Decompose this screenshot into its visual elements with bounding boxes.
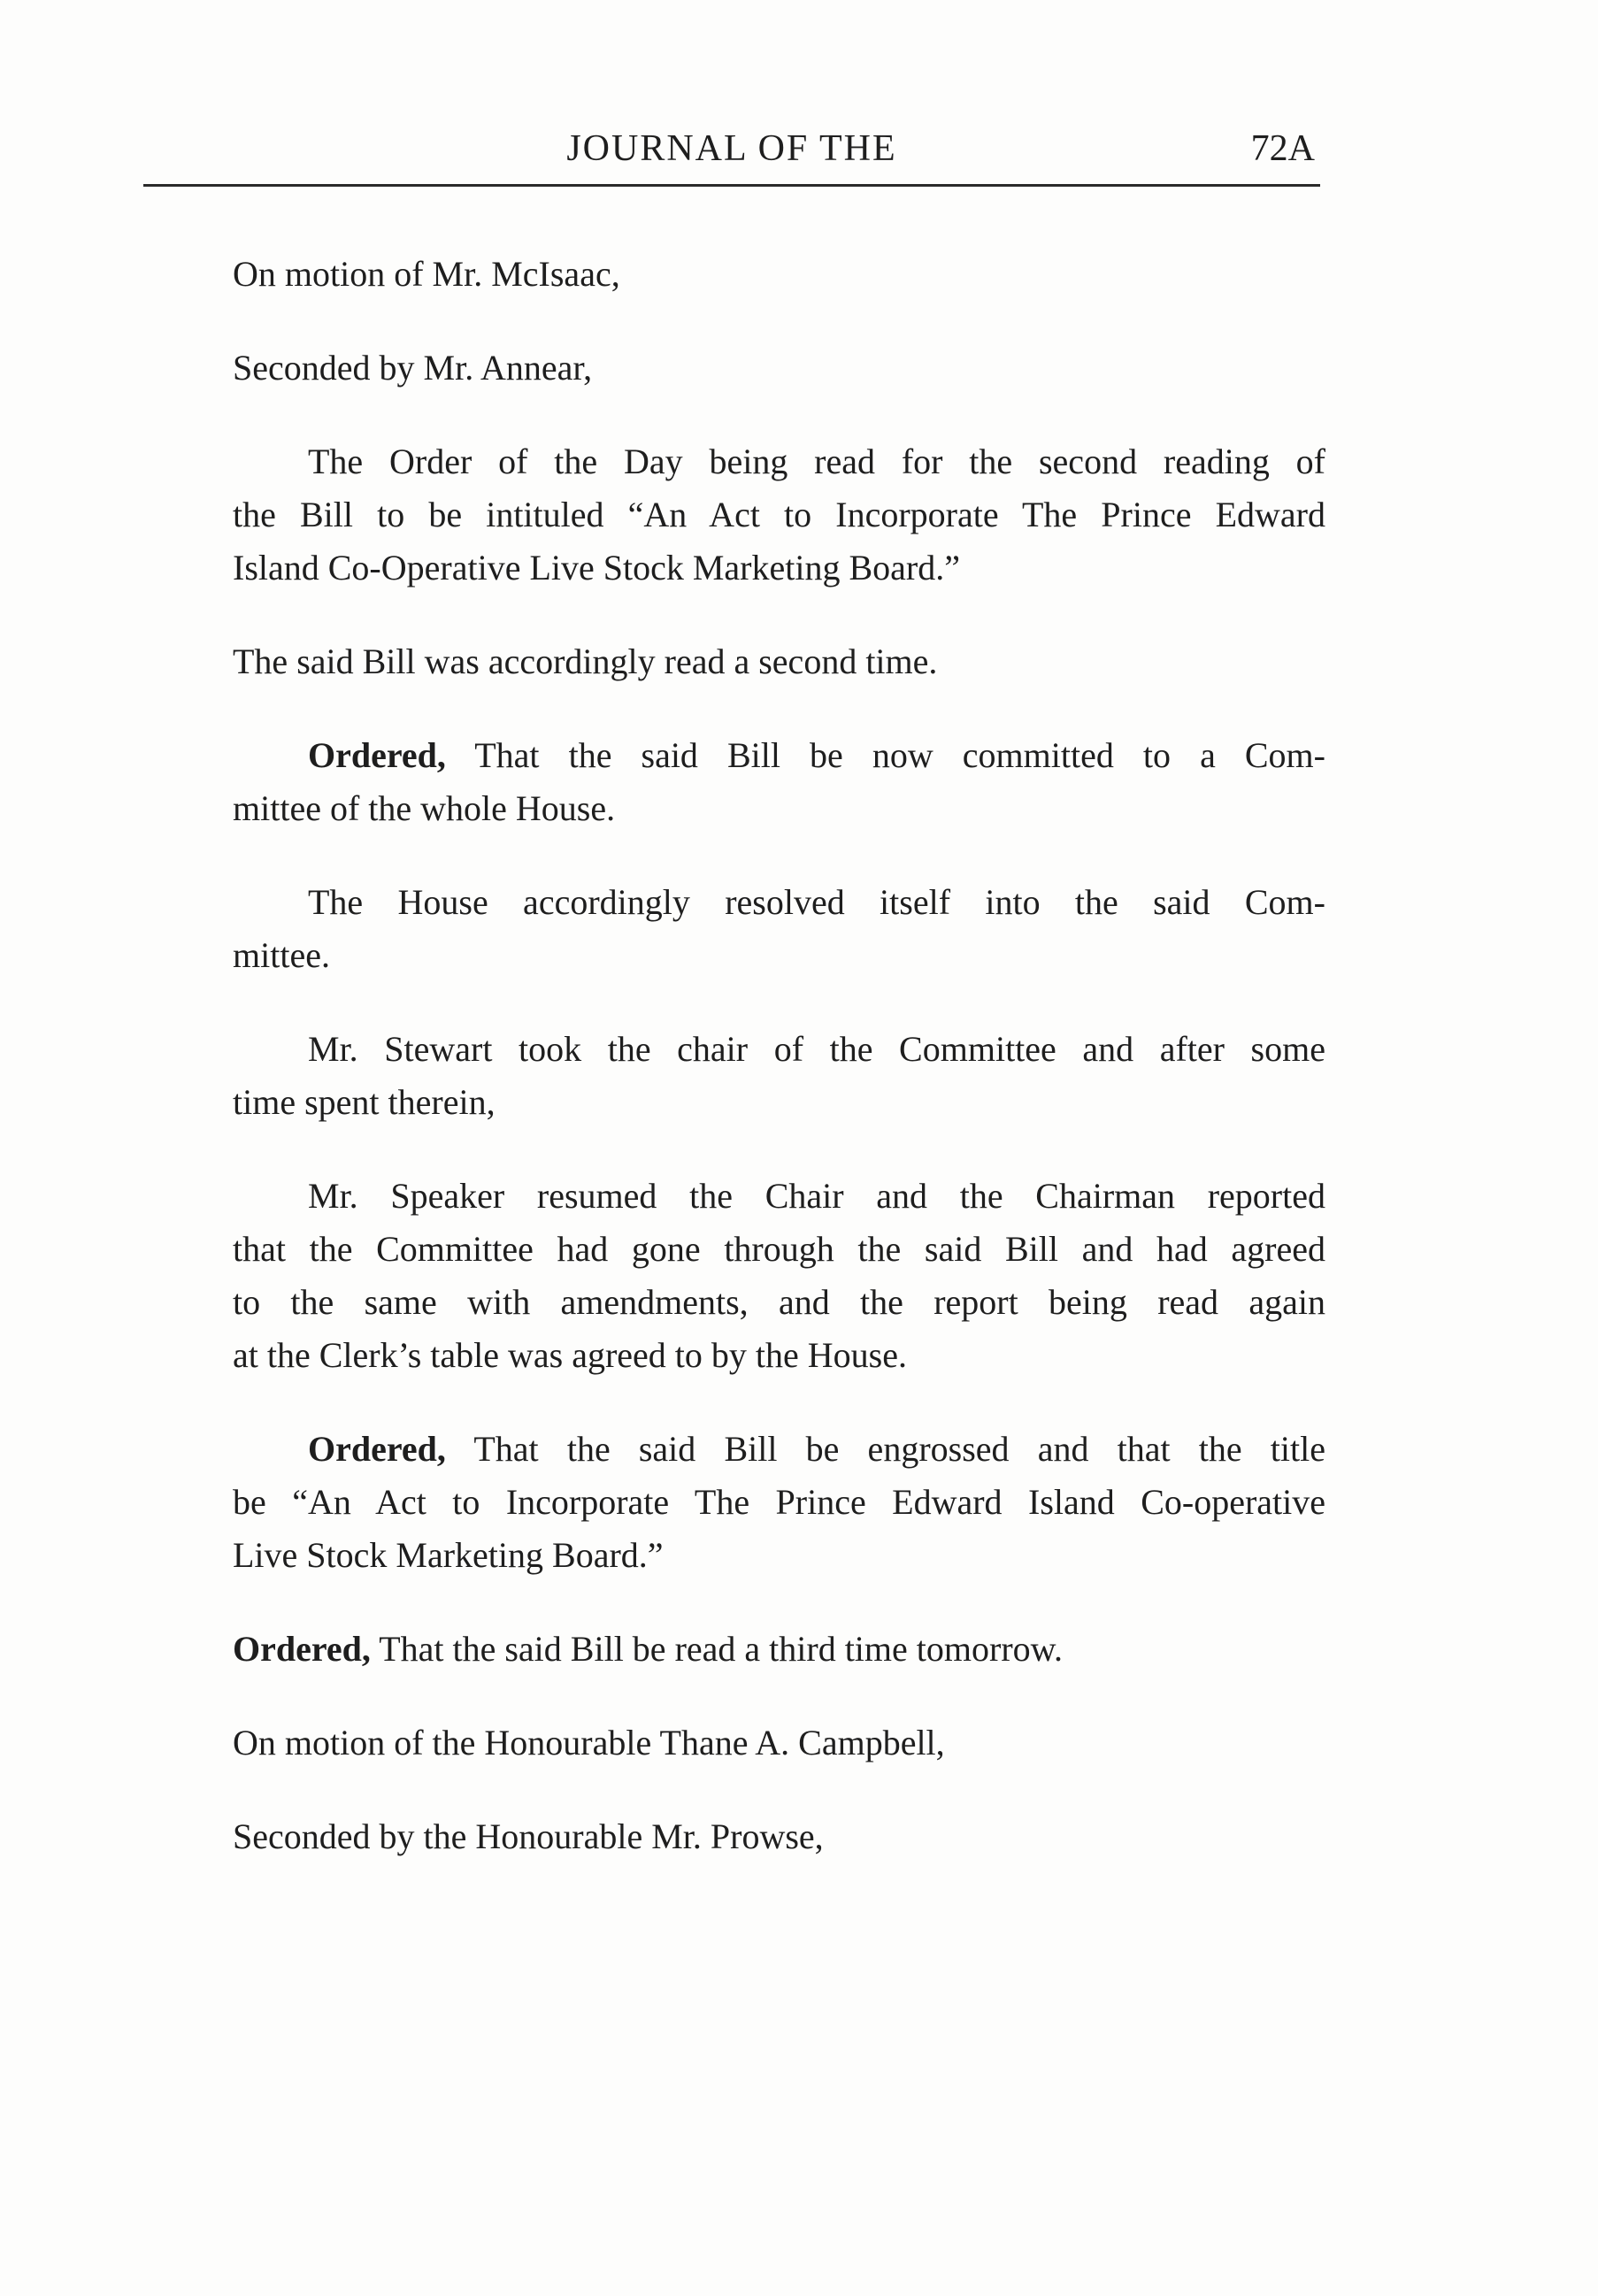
ordered-keyword: Ordered, [233, 1629, 371, 1669]
second-reading-statement: The said Bill was accordingly read a second time. [233, 641, 938, 681]
report-paragraph [157, 1170, 1325, 1382]
paragraph-line: time spent therein, [233, 1082, 496, 1122]
paragraph-line: that the Committee had gone through the said Bill and had agreed [233, 1229, 1325, 1269]
motion-seconder: Seconded by Mr. Annear, [233, 348, 593, 388]
motion-seconder-prowse: Seconded by the Honourable Mr. Prowse, [233, 1816, 824, 1856]
ordered-keyword: Ordered, [308, 1429, 446, 1469]
order-of-day-paragraph [157, 435, 1325, 595]
paragraph-line: mittee. [233, 935, 330, 975]
paragraph-line: The House accordingly resolved itself into the said Com- [308, 882, 1325, 922]
running-title: JOURNAL OF THE [566, 128, 897, 169]
paragraph-line: at the Clerk’s table was agreed to by the House. [233, 1335, 907, 1375]
paragraph-text: That the said Bill be now committed to a Com- [474, 735, 1325, 775]
paragraph-line: mittee of the whole House. [233, 788, 616, 828]
ordered-engrossed-paragraph [157, 1423, 1325, 1582]
paragraph-line: The Order of the Day being read for the second reading of [308, 442, 1325, 481]
ordered-keyword: Ordered, [308, 735, 446, 775]
paragraph-line: to the same with amendments, and the report being read again [233, 1282, 1325, 1322]
paragraph-line: Live Stock Marketing Board.” [233, 1535, 664, 1575]
page-header [143, 122, 1320, 184]
motion-mover: On motion of Mr. McIsaac, [233, 254, 620, 294]
paragraph-line: the Bill to be intituled “An Act to Incorporate The Prince Edward [233, 495, 1325, 534]
ordered-committed-paragraph [157, 729, 1325, 835]
page-number: 72A [1250, 128, 1315, 169]
motion-mover-campbell: On motion of the Honourable Thane A. Campbell, [233, 1723, 945, 1762]
paragraph-line: Mr. Speaker resumed the Chair and the Chairman reported [308, 1176, 1325, 1216]
chair-paragraph [157, 1023, 1325, 1129]
paragraph-text: That the said Bill be engrossed and that the title [473, 1429, 1325, 1469]
committee-resolution-paragraph [157, 876, 1325, 982]
paragraph-line: Island Co-Operative Live Stock Marketing Board.” [233, 548, 960, 587]
header-rule [143, 184, 1320, 187]
paragraph-text: That the said Bill be read a third time tomorrow. [379, 1629, 1063, 1669]
paragraph-line: be “An Act to Incorporate The Prince Edward Island Co-operative [233, 1482, 1325, 1522]
paragraph-line: Mr. Stewart took the chair of the Committee and after some [308, 1029, 1325, 1069]
paragraph-line [157, 1423, 1325, 1476]
journal-body [157, 248, 1325, 1904]
ordered-third-reading [157, 1623, 1325, 1676]
paragraph-line [157, 729, 1325, 782]
